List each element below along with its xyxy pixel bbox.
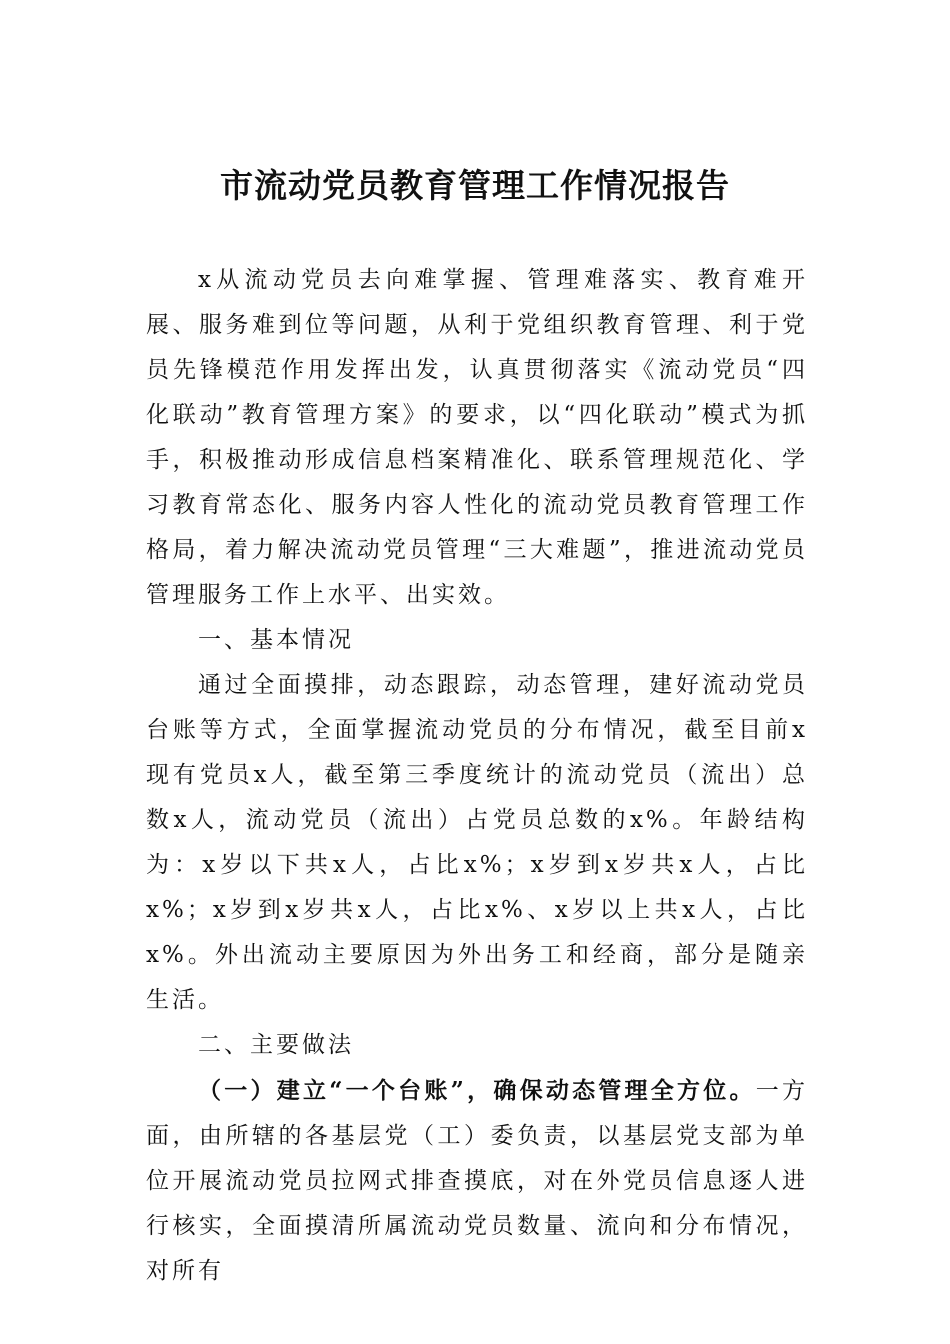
document-body — [146, 258, 808, 1294]
sub-heading-one-ledger: （一）建立“一个台账”，确保动态管理全方位。 — [198, 1077, 756, 1104]
section-heading-basic-situation: 一、基本情况 — [198, 627, 354, 653]
basic-situation-paragraph: 通过全面摸排，动态跟踪，动态管理，建好流动党员台账等方式，全面掌握流动党员的分布情况，截至目前x现有党员x人，截至第三季度统计的流动党员（流出）总数x人，流动党员（流出）占党员总数的x%。年龄结构为：x岁以下共x人，占比x%；x岁到x岁共x人，占比x%；x岁到x岁共x人，占比x%、x岁以上共x人，占比x%。外出流动主要原因为外出务工和经商，部分是随亲生活。 — [146, 672, 808, 1013]
main-practices-paragraph — [146, 1068, 808, 1294]
one-ledger-text: 一方面，由所辖的各基层党（工）委负责，以基层党支部为单位开展流动党员拉网式排查摸底，对在外党员信息逐人进行核实，全面摸清所属流动党员数量、流向和分布情况，对所有 — [146, 1078, 808, 1284]
intro-paragraph: x从流动党员去向难掌握、管理难落实、教育难开展、服务难到位等问题，从利于党组织教育管理、利于党员先锋模范作用发挥出发，认真贯彻落实《流动党员“四化联动”教育管理方案》的要求，以“四化联动”模式为抓手，积极推动形成信息档案精准化、联系管理规范化、学习教育常态化、服务内容人性化的流动党员教育管理工作格局，着力解决流动党员管理“三大难题”，推进流动党员管理服务工作上水平、出实效。 — [146, 267, 808, 608]
section-heading-main-practices: 二、主要做法 — [198, 1032, 354, 1058]
document-title: 市流动党员教育管理工作情况报告 — [220, 166, 730, 205]
